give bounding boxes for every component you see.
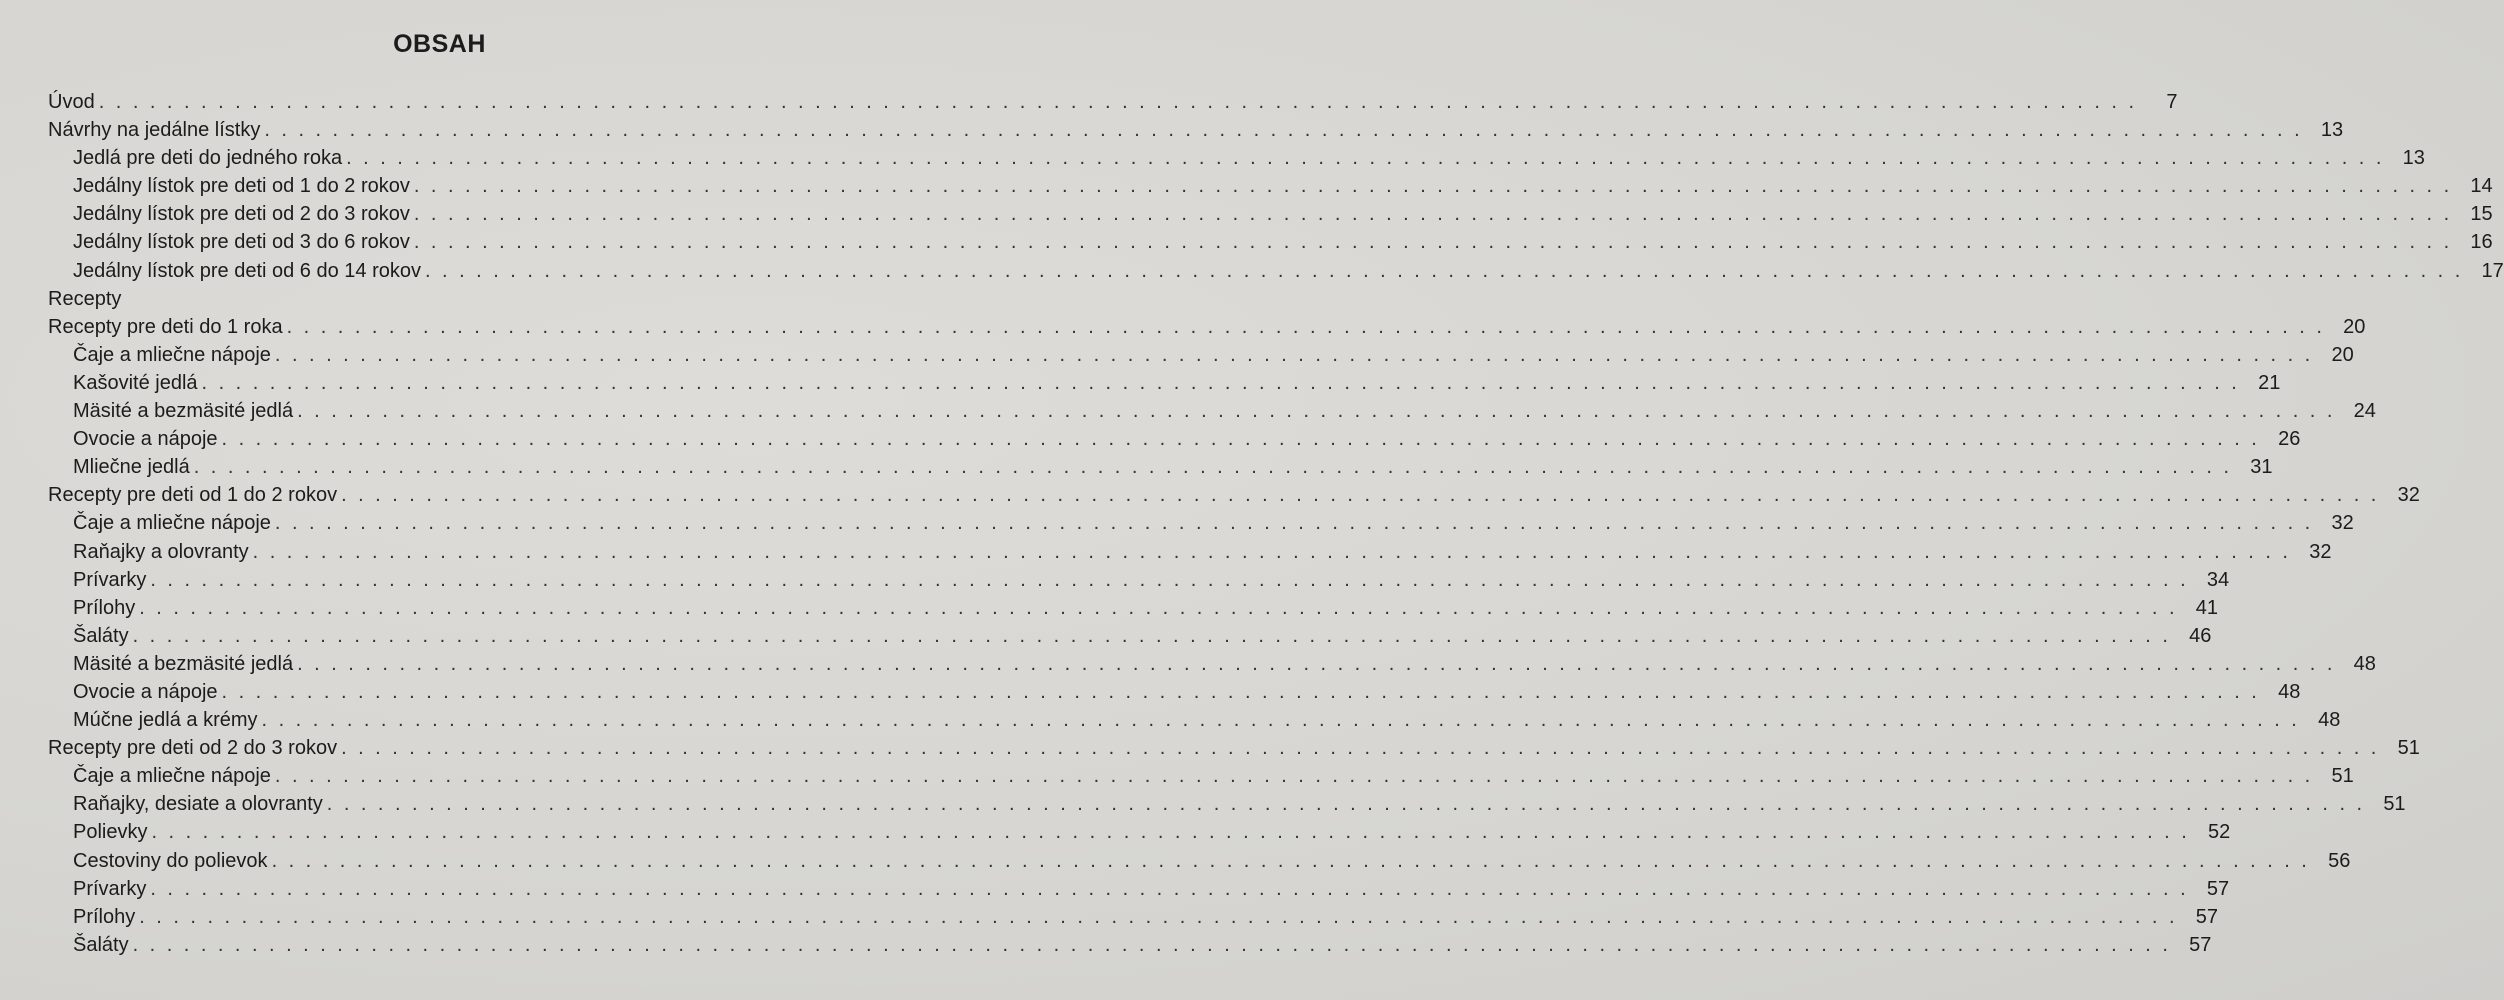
toc-dot-leader: ........................................................................................................................ bbox=[326, 793, 2374, 816]
toc-entry-label: Polievky bbox=[73, 821, 148, 844]
toc-entry-label: Mliečne jedlá bbox=[73, 456, 190, 479]
toc-entry bbox=[48, 790, 2406, 818]
toc-entry-page: 52 bbox=[2208, 821, 2231, 844]
toc-dot-leader: ........................................................................................................................ bbox=[413, 231, 2461, 254]
toc-entry-label: Úvod bbox=[48, 91, 95, 113]
toc-entry bbox=[48, 818, 2231, 846]
toc-entry bbox=[48, 228, 2493, 256]
toc-dot-leader: ........................................................................................................................ bbox=[264, 119, 2312, 142]
toc-entry bbox=[48, 453, 2273, 481]
toc-dot-leader: ........................................................................................................................ bbox=[132, 933, 2180, 956]
toc-entry-page: 48 bbox=[2353, 652, 2376, 675]
toc-entry bbox=[48, 903, 2219, 931]
toc-dot-leader: ........................................................................................................................ bbox=[151, 821, 2199, 844]
toc-entry-label: Recepty pre deti do 1 roka bbox=[48, 315, 283, 338]
toc-entry-page: 32 bbox=[2309, 540, 2332, 563]
toc-dot-leader: ........................................................................................................................ bbox=[139, 596, 2187, 619]
toc-entry-label: Raňajky a olovranty bbox=[73, 540, 249, 563]
toc-dot-leader: ........................................................................................................................ bbox=[341, 737, 2388, 760]
toc-entry-page: 17 bbox=[2481, 259, 2504, 282]
toc-entry-page: 57 bbox=[2195, 905, 2219, 928]
toc-dot-leader: ........................................................................................................................ bbox=[98, 91, 2146, 113]
toc-entry-page: 20 bbox=[2343, 315, 2366, 338]
toc-entry-page: 20 bbox=[2331, 343, 2354, 366]
toc-entry-page: 57 bbox=[2189, 933, 2212, 956]
toc-dot-leader: ........................................................................................................................ bbox=[132, 624, 2180, 647]
toc-entry bbox=[48, 594, 2219, 622]
toc-entry-label: Prívarky bbox=[73, 877, 147, 900]
toc-dot-leader: ........................................................................................................................ bbox=[425, 259, 2472, 282]
toc-entry bbox=[48, 313, 2366, 341]
toc-entry bbox=[48, 762, 2354, 790]
toc-entry-page: 21 bbox=[2258, 371, 2281, 394]
toc-entry-page: 26 bbox=[2278, 428, 2301, 451]
toc-dot-leader: ........................................................................................................................ bbox=[221, 428, 2269, 451]
toc-entry-page: 51 bbox=[2397, 737, 2420, 760]
toc-dot-leader: ........................................................................................................................ bbox=[286, 315, 2334, 338]
toc-entry bbox=[48, 285, 838, 313]
toc-dot-leader: ........................................................................................................................ bbox=[271, 849, 2319, 872]
toc-dot-leader: ........................................................................................................................ bbox=[341, 484, 2388, 507]
toc-entry-label: Prílohy bbox=[73, 905, 136, 928]
toc-entry bbox=[48, 931, 2212, 959]
toc-entry bbox=[48, 566, 2230, 594]
toc-dot-leader: ........................................................................................................................ bbox=[297, 652, 2344, 675]
toc-entry-label: Čaje a mliečne nápoje bbox=[73, 512, 271, 535]
toc-entry-page: 15 bbox=[2470, 203, 2493, 226]
toc-entry bbox=[48, 734, 2420, 762]
toc-entry-label: Ovocie a nápoje bbox=[73, 428, 218, 451]
toc-entry-page: 13 bbox=[2402, 147, 2425, 170]
toc-entry-page: 7 bbox=[2166, 91, 2178, 113]
toc-dot-leader: ........................................................................................................................ bbox=[150, 877, 2198, 900]
toc-entry-page: 57 bbox=[2206, 877, 2230, 900]
toc-entry bbox=[48, 88, 2178, 116]
toc-dot-leader: ........................................................................................................................ bbox=[274, 765, 2322, 788]
toc-dot-leader: ........................................................................................................................ bbox=[297, 400, 2344, 423]
toc-dot-leader: ........................................................................................................................ bbox=[274, 512, 2322, 535]
toc-entry bbox=[48, 172, 2493, 200]
toc-entry-page: 32 bbox=[2397, 484, 2420, 507]
toc-entry-label: Kašovité jedlá bbox=[73, 371, 198, 394]
toc-entry-label: Prílohy bbox=[73, 596, 136, 619]
toc-entry-label: Návrhy na jedálne lístky bbox=[48, 119, 261, 142]
toc-entry-label: Cestoviny do polievok bbox=[73, 849, 268, 872]
toc-entry bbox=[48, 678, 2301, 706]
toc-entry-label: Jedálny lístok pre deti od 6 do 14 rokov bbox=[73, 259, 421, 282]
toc-entry-page: 31 bbox=[2250, 456, 2273, 479]
toc-entry-page: 24 bbox=[2353, 400, 2376, 423]
toc-entry-label: Šaláty bbox=[73, 624, 129, 647]
toc-entry bbox=[48, 369, 2281, 397]
toc-entry-page: 34 bbox=[2206, 568, 2230, 591]
toc-entry-page: 13 bbox=[2320, 119, 2344, 142]
toc-entry bbox=[48, 847, 2351, 875]
toc-entry-page: 56 bbox=[2328, 849, 2351, 872]
toc-entry-label: Recepty pre deti od 1 do 2 rokov bbox=[48, 484, 338, 507]
table-of-contents bbox=[48, 88, 2504, 959]
toc-dot-leader: ........................................................................................................................ bbox=[252, 540, 2300, 563]
toc-entry-label: Mäsité a bezmäsité jedlá bbox=[73, 652, 294, 675]
toc-entry bbox=[48, 509, 2354, 537]
toc-entry-label: Čaje a mliečne nápoje bbox=[73, 765, 271, 788]
toc-entry-page: 48 bbox=[2318, 709, 2341, 732]
toc-entry bbox=[48, 425, 2301, 453]
toc-entry bbox=[48, 622, 2212, 650]
toc-entry bbox=[48, 341, 2354, 369]
toc-entry-page: 41 bbox=[2195, 596, 2219, 619]
toc-entry bbox=[48, 257, 2504, 285]
toc-entry-page: 14 bbox=[2470, 175, 2493, 198]
toc-dot-leader: ........................................................................................................................ bbox=[221, 680, 2269, 703]
toc-entry-label: Jedlá pre deti do jedného roka bbox=[73, 147, 343, 170]
toc-entry bbox=[48, 538, 2332, 566]
toc-entry bbox=[48, 116, 2344, 144]
toc-entry-label: Jedálny lístok pre deti od 1 do 2 rokov bbox=[73, 175, 410, 198]
toc-entry bbox=[48, 875, 2230, 903]
toc-dot-leader: ........................................................................................................................ bbox=[413, 175, 2461, 198]
toc-entry-label: Recepty bbox=[48, 287, 122, 310]
toc-dot-leader: ........................................................................................................................ bbox=[261, 709, 2309, 732]
toc-entry bbox=[48, 397, 2376, 425]
toc-dot-leader: ........................................................................................................................ bbox=[413, 203, 2461, 226]
toc-entry-label: Raňajky, desiate a olovranty bbox=[73, 793, 323, 816]
toc-entry-label: Mäsité a bezmäsité jedlá bbox=[73, 400, 294, 423]
toc-entry bbox=[48, 650, 2376, 678]
toc-entry-label: Šaláty bbox=[73, 933, 129, 956]
toc-dot-leader: ........................................................................................................................ bbox=[274, 343, 2322, 366]
toc-entry-label: Múčne jedlá a krémy bbox=[73, 709, 258, 732]
toc-entry-label: Prívarky bbox=[73, 568, 147, 591]
toc-entry bbox=[48, 144, 2425, 172]
toc-dot-leader: ........................................................................................................................ bbox=[346, 147, 2393, 170]
toc-entry-page: 51 bbox=[2331, 765, 2354, 788]
page-title: OBSAH bbox=[393, 30, 486, 58]
toc-dot-leader: ........................................................................................................................ bbox=[139, 905, 2187, 928]
toc-entry-label: Recepty pre deti od 2 do 3 rokov bbox=[48, 737, 338, 760]
toc-entry-label: Jedálny lístok pre deti od 3 do 6 rokov bbox=[73, 231, 410, 254]
toc-entry-label: Jedálny lístok pre deti od 2 do 3 rokov bbox=[73, 203, 410, 226]
toc-entry-page: 48 bbox=[2278, 680, 2301, 703]
toc-entry-page: 16 bbox=[2470, 231, 2493, 254]
toc-entry bbox=[48, 706, 2341, 734]
toc-dot-leader: ........................................................................................................................ bbox=[150, 568, 2198, 591]
toc-entry-page: 46 bbox=[2189, 624, 2212, 647]
toc-entry bbox=[48, 200, 2493, 228]
toc-entry-label: Čaje a mliečne nápoje bbox=[73, 343, 271, 366]
toc-entry-page: 32 bbox=[2331, 512, 2354, 535]
toc-dot-leader: ........................................................................................................................ bbox=[201, 371, 2249, 394]
toc-entry bbox=[48, 481, 2420, 509]
toc-entry-page: 51 bbox=[2383, 793, 2406, 816]
toc-dot-leader: ........................................................................................................................ bbox=[193, 456, 2241, 479]
toc-entry-label: Ovocie a nápoje bbox=[73, 680, 218, 703]
